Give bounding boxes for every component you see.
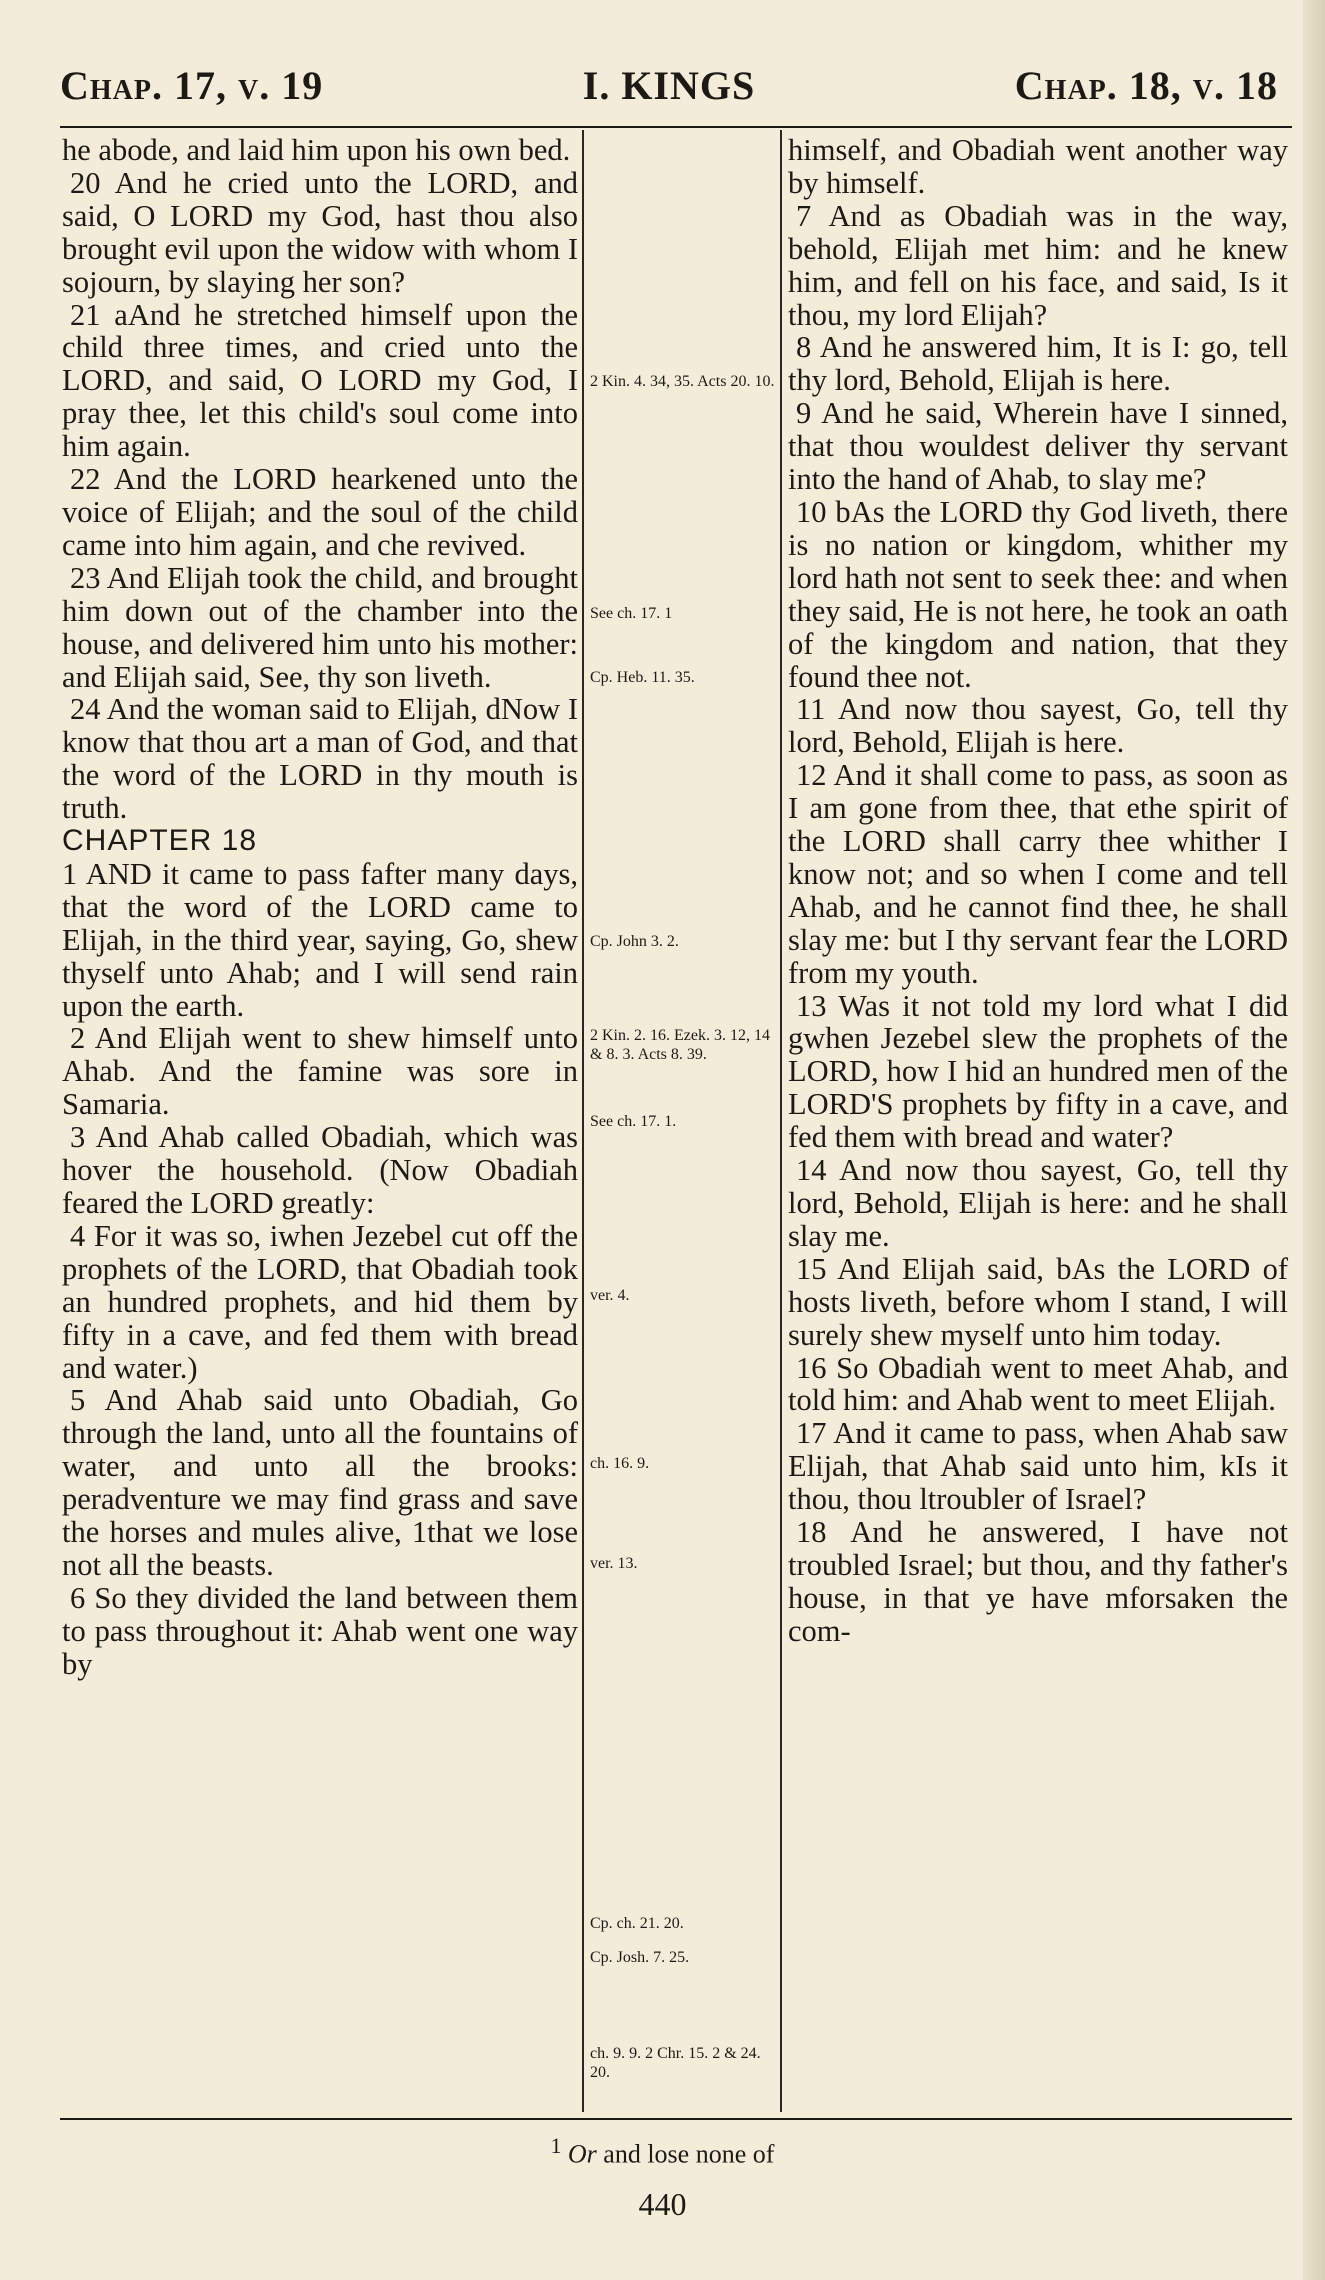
verse-18-11: 11 And now thou sayest, Go, tell thy lord, Behold, Elijah is here. <box>788 692 1288 760</box>
verse-18-3: 3 And Ahab called Obadiah, which was hover the household. (Now Obadiah feared the LORD greatly: <box>62 1120 578 1220</box>
header-right-chapter-ref: Chap. 18, v. 18 <box>1014 63 1278 108</box>
footnote-or: Or <box>567 2139 597 2169</box>
running-header <box>60 62 1278 122</box>
margin-ref-a: 2 Kin. 4. 34, 35. Acts 20. 10. <box>590 373 775 390</box>
column-rule-left <box>582 130 584 2112</box>
verse-18-6: 6 So they divided the land between them to pass throughout it: Ahab went one way by <box>62 1580 578 1681</box>
verse-18-5: 5 And Ahab said unto Obadiah, Go through the land, unto all the fountains of water, and unto all the brooks: peradventure we may find grass and save the horses and mules alive, 1that we lose not all the beasts. <box>62 1383 578 1582</box>
footnote-number: 1 <box>550 2134 562 2158</box>
header-left-chapter-ref: Chap. 17, v. 19 <box>60 63 324 108</box>
margin-ref-e: 2 Kin. 2. 16. Ezek. 3. 12, 14 & 8. 3. Acts 8. 39. <box>590 1027 770 1063</box>
footnote-text: and lose none of <box>603 2139 775 2169</box>
verse-18-6-tail: himself, and Obadiah went another way by himself. <box>788 133 1288 200</box>
margin-ref-h: ch. 16. 9. <box>590 1455 650 1472</box>
footnote <box>0 2134 1325 2170</box>
page-edge <box>1303 0 1325 2280</box>
verse-18-8: 8 And he answered him, It is I: go, tell thy lord, Behold, Elijah is here. <box>788 330 1288 398</box>
verse-18-16: 16 So Obadiah went to meet Ahab, and told him: and Ahab went to meet Elijah. <box>788 1350 1288 1418</box>
verse-17-20: 20 And he cried unto the LORD, and said, O LORD my God, hast thou also brought evil upon the widow with whom I sojourn, by slaying her son? <box>62 165 578 299</box>
left-text-column <box>62 134 578 1681</box>
verse-18-2: 2 And Elijah went to shew himself unto Ahab. And the famine was sore in Samaria. <box>62 1021 578 1122</box>
margin-ref-f: See ch. 17. 1. <box>590 1113 677 1130</box>
header-rule <box>60 126 1292 128</box>
verse-18-4: 4 For it was so, iwhen Jezebel cut off the prophets of the LORD, that Obadiah took an hundred prophets, and hid them by fifty in a cave, and fed them with bread and water.) <box>62 1218 578 1385</box>
margin-ref-i: ver. 13. <box>590 1555 638 1572</box>
margin-ref-k: Cp. ch. 21. 20. <box>590 1915 684 1932</box>
verse-17-23: 23 And Elijah took the child, and brought him down out of the chamber into the house, and delivered him unto his mother: and Elijah said, See, thy son liveth. <box>62 560 578 694</box>
verse-17-21: 21 aAnd he stretched himself upon the child three times, and cried unto the LORD, and said, O LORD my God, I pray thee, let this child's soul come into him again. <box>62 297 578 464</box>
verse-18-15: 15 And Elijah said, bAs the LORD of hosts liveth, before whom I stand, I will surely shew myself unto him today. <box>788 1251 1288 1352</box>
verse-18-1: 1 AND it came to pass fafter many days, that the word of the LORD came to Elijah, in the third year, saying, Go, shew thyself unto Ahab; and I will send rain upon the earth. <box>62 856 578 1023</box>
margin-ref-d: Cp. John 3. 2. <box>590 933 679 950</box>
verse-18-17: 17 And it came to pass, when Ahab saw Elijah, that Ahab said unto him, kIs it thou, thou ltroubler of Israel? <box>788 1416 1288 1517</box>
column-rule-right <box>780 130 782 2112</box>
verse-17-19-tail: he abode, and laid him upon his own bed. <box>62 133 571 167</box>
verse-18-10: 10 bAs the LORD thy God liveth, there is no nation or kingdom, whither my lord hath not sent to seek thee: and when they said, He is not here, he took an oath of the kingdom and nation, that they found thee not. <box>788 494 1288 694</box>
verse-18-13: 13 Was it not told my lord what I did gwhen Jezebel slew the prophets of the LORD, how I hid an hundred men of the LORD'S prophets by fifty in a cave, and fed them with bread and water? <box>788 988 1288 1155</box>
verse-17-24: 24 And the woman said to Elijah, dNow I know that thou art a man of God, and that the word of the LORD in thy mouth is truth. <box>62 692 578 826</box>
margin-ref-b: See ch. 17. 1 <box>590 605 673 622</box>
verse-17-22: 22 And the LORD hearkened unto the voice of Elijah; and the soul of the child came into him again, and che revived. <box>62 462 578 562</box>
chapter-heading: CHAPTER 18 <box>62 824 258 858</box>
verse-18-9: 9 And he said, Wherein have I sinned, that thou wouldest deliver thy servant into the hand of Ahab, to slay me? <box>788 396 1288 497</box>
verse-18-12: 12 And it shall come to pass, as soon as I am gone from thee, that ethe spirit of the LORD shall carry thee whither I know not; and so when I come and tell Ahab, and he cannot find thee, he shall slay me: but I thy servant fear the LORD from my youth. <box>788 758 1288 990</box>
verse-18-14: 14 And now thou sayest, Go, tell thy lord, Behold, Elijah is here: and he shall slay me. <box>788 1153 1288 1253</box>
verse-18-18: 18 And he answered, I have not troubled Israel; but thou, and thy father's house, in that ye have mforsaken the com- <box>788 1515 1288 1648</box>
right-text-column <box>788 134 1288 1648</box>
margin-ref-g: ver. 4. <box>590 1287 630 1304</box>
margin-ref-c: Cp. Heb. 11. 35. <box>590 669 695 686</box>
margin-ref-l: Cp. Josh. 7. 25. <box>590 1949 690 1966</box>
margin-ref-m: ch. 9. 9. 2 Chr. 15. 2 & 24. 20. <box>590 2045 761 2081</box>
header-book-title: I. KINGS <box>582 63 756 108</box>
footer-rule <box>60 2118 1292 2120</box>
verse-18-7: 7 And as Obadiah was in the way, behold, Elijah met him: and he knew him, and fell on his face, and said, Is it thou, my lord Elijah? <box>788 198 1288 332</box>
page-number: 440 <box>638 2186 687 2222</box>
